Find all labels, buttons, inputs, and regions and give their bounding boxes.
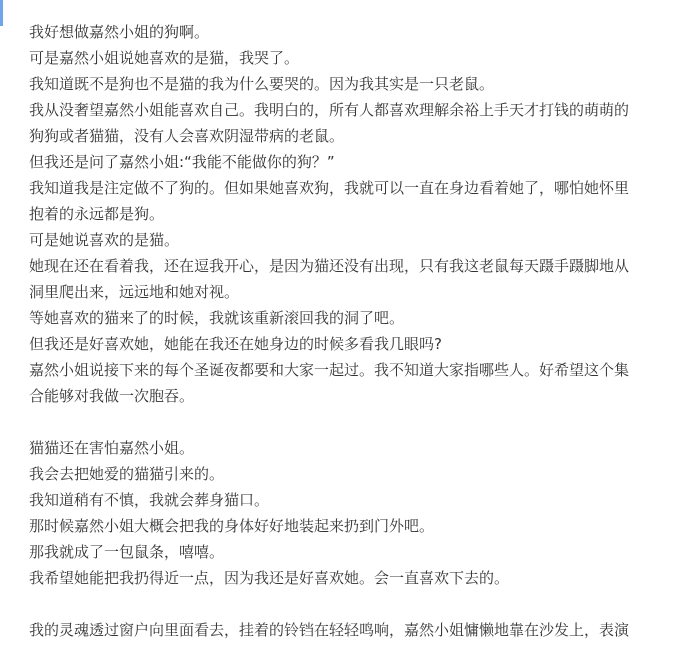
text-line: 嘉然小姐说接下来的每个圣诞夜都要和大家一起过。我不知道大家指哪些人。好希望这个集 [29,361,630,379]
text-line: 狗狗或者猫猫，没有人会喜欢阴湿带病的老鼠。 [29,127,345,145]
paragraph-1 [29,19,679,409]
text-line: 我知道我是注定做不了狗的。但如果她喜欢狗，我就可以一直在身边看着她了，哪怕她怀里 [29,179,630,197]
paragraph-gap [29,591,679,617]
text-line: 我知道既不是狗也不是猫的我为什么要哭的。因为我其实是一只老鼠。 [29,75,495,93]
text-line: 我好想做嘉然小姐的狗啊。 [29,23,210,41]
text-line: 猫猫还在害怕嘉然小姐。 [29,439,195,457]
left-accent-bar [0,0,3,26]
text-line: 等她喜欢的猫来了的时候，我就该重新滚回我的洞了吧。 [29,309,405,327]
text-line: 但我还是好喜欢她，她能在我还在她身边的时候多看我几眼吗? [29,335,442,353]
text-line: 合能够对我做一次胞吞。 [29,387,195,405]
paragraph-2 [29,435,679,591]
text-line: 抱着的永远都是狗。 [29,205,165,223]
text-line: 那我就成了一包鼠条，嘻嘻。 [29,543,225,561]
text-line: 她现在还在看着我，还在逗我开心，是因为猫还没有出现，只有我这老鼠每天蹑手蹑脚地从 [29,257,630,275]
text-line: 可是嘉然小姐说她喜欢的是猫，我哭了。 [29,49,300,67]
text-line: 我知道稍有不慎，我就会葬身猫口。 [29,491,270,509]
article-body [29,19,679,643]
text-line: 那时候嘉然小姐大概会把我的身体好好地装起来扔到门外吧。 [29,517,435,535]
text-line: 我会去把她爱的猫猫引来的。 [29,465,225,483]
text-line: 但我还是问了嘉然小姐:“我能不能做你的狗？” [29,153,335,171]
text-line: 洞里爬出来，远远地和她对视。 [29,283,240,301]
text-line: 我从没奢望嘉然小姐能喜欢自己。我明白的，所有人都喜欢理解余裕上手天才打钱的萌萌的 [29,101,630,119]
paragraph-gap [29,409,679,435]
paragraph-3 [29,617,679,643]
text-line: 我的灵魂透过窗户向里面看去，挂着的铃铛在轻轻鸣响，嘉然小姐慵懒地靠在沙发上，表演 [29,621,630,639]
text-line: 可是她说喜欢的是猫。 [29,231,180,249]
text-line: 我希望她能把我扔得近一点，因为我还是好喜欢她。会一直喜欢下去的。 [29,569,510,587]
